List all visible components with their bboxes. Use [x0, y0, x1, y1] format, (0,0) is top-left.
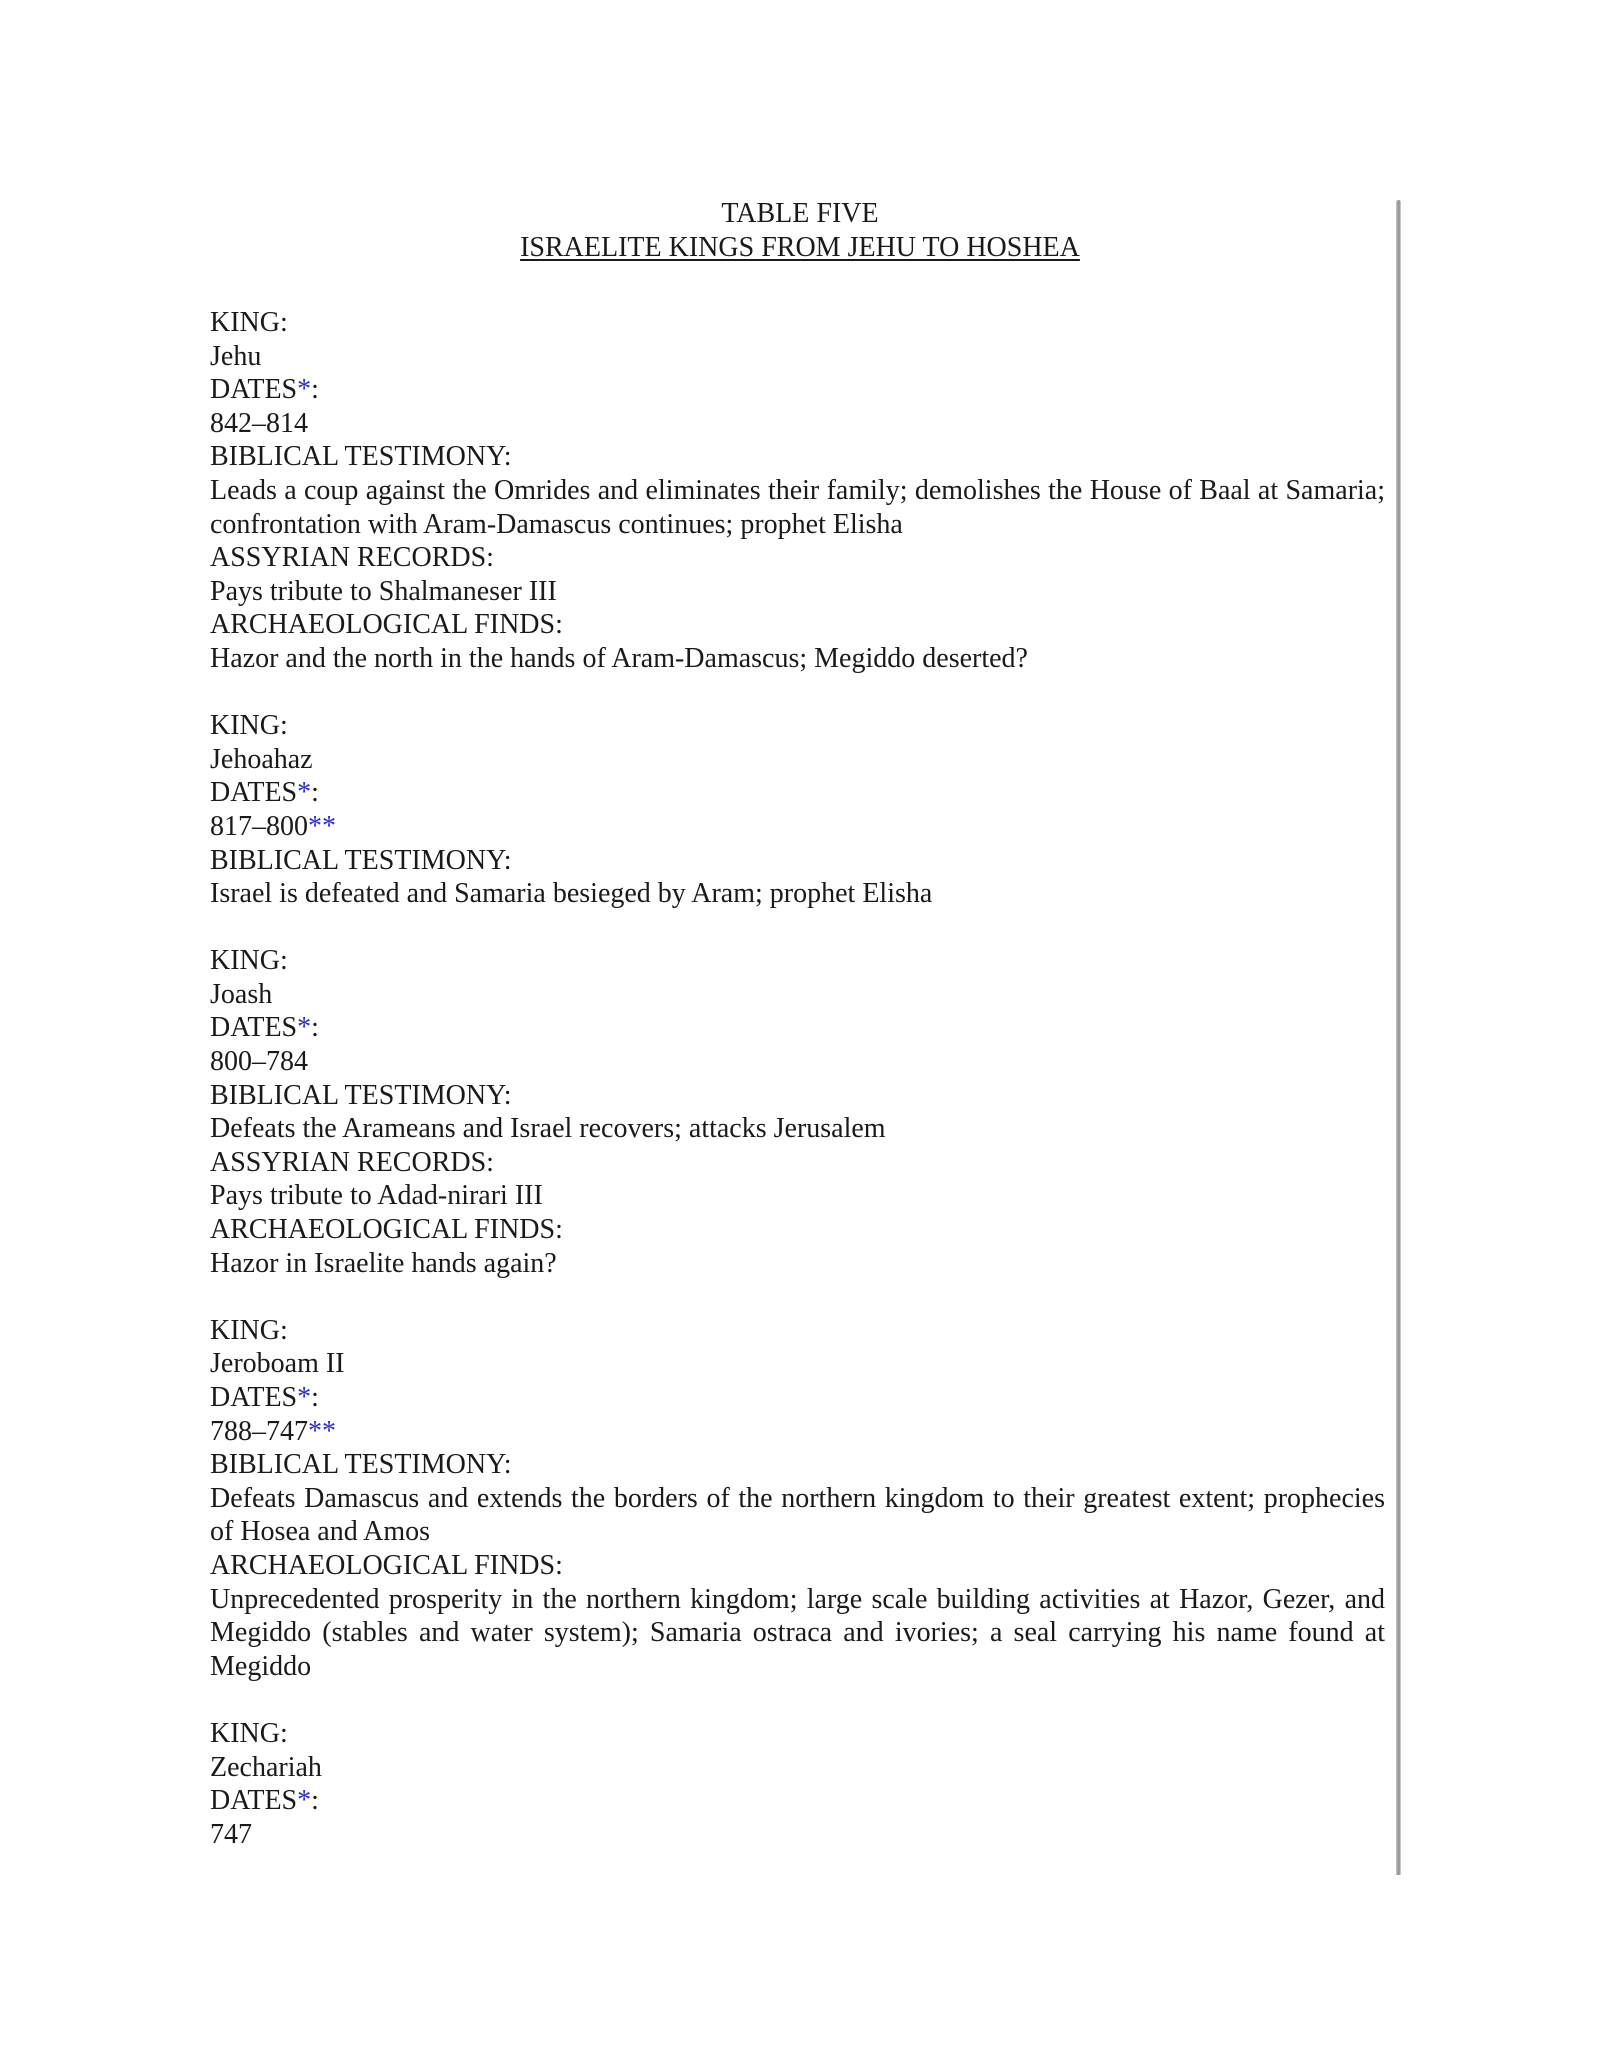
dates-label-text: DATES — [210, 1382, 298, 1413]
page-edge-shadow — [1396, 200, 1401, 1875]
king-label: KING: — [210, 710, 288, 742]
dates-footnote-link[interactable]: * — [297, 374, 312, 406]
biblical-label: BIBLICAL TESTIMONY: — [210, 1449, 512, 1481]
dates-value — [210, 810, 1385, 844]
king-entry-zechariah — [210, 1717, 1385, 1851]
dates-label-text: DATES — [210, 374, 298, 406]
dates-label-colon: : — [311, 777, 319, 809]
dates-label — [210, 1011, 1385, 1045]
king-name: Zechariah — [210, 1751, 322, 1783]
king-entry-joash — [210, 944, 1385, 1280]
king-label: KING: — [210, 1314, 288, 1346]
archaeological-text: Hazor in Israelite hands again? — [210, 1247, 557, 1279]
dates-value — [210, 1415, 1385, 1449]
dates-label — [210, 1784, 1385, 1818]
biblical-text: Defeats Damascus and extends the borders of the northern kingdom to their greatest extent; prophecies of Hosea and Amos — [210, 1482, 1385, 1548]
kings-list — [210, 306, 1385, 1885]
king-entry-jehu — [210, 306, 1385, 676]
dates-label-text: DATES — [210, 1012, 298, 1044]
dates-value — [210, 1045, 1385, 1079]
table-title: TABLE FIVE — [721, 198, 879, 229]
king-label: KING: — [210, 1717, 288, 1749]
assyrian-label: ASSYRIAN RECORDS: — [210, 542, 494, 574]
biblical-label: BIBLICAL TESTIMONY: — [210, 844, 512, 876]
archaeological-text: Unprecedented prosperity in the northern kingdom; large scale building activities at Hazor, Gezer, and Megiddo (stables and water system); Samaria ostraca and ivories; a seal carrying his name found at Megiddo — [210, 1583, 1385, 1682]
table-subtitle — [0, 231, 1600, 265]
archaeological-label: ARCHAEOLOGICAL FINDS: — [210, 609, 563, 641]
biblical-text: Israel is defeated and Samaria besieged by Aram; prophet Elisha — [210, 878, 933, 910]
dates-note-link[interactable]: ** — [308, 810, 336, 842]
dates-label-colon: : — [311, 1012, 319, 1044]
biblical-text: Defeats the Arameans and Israel recovers; attacks Jerusalem — [210, 1113, 886, 1145]
dates-label-text: DATES — [210, 777, 298, 809]
king-entry-jeroboam-ii — [210, 1314, 1385, 1684]
dates-range: 842–814 — [210, 407, 308, 439]
dates-range: 747 — [210, 1818, 252, 1850]
dates-label-colon: : — [311, 374, 319, 406]
king-entry-jehoahaz — [210, 709, 1385, 911]
archaeological-text: Hazor and the north in the hands of Aram-Damascus; Megiddo deserted? — [210, 642, 1028, 674]
dates-footnote-link[interactable]: * — [297, 777, 312, 809]
king-name: Jeroboam II — [210, 1348, 345, 1380]
dates-range: 817–800 — [210, 810, 308, 842]
biblical-text: Leads a coup against the Omrides and eliminates their family; demolishes the House of Baal at Samaria; confrontation with Aram-Damascus continues; prophet Elisha — [210, 474, 1385, 540]
king-label: KING: — [210, 945, 288, 977]
dates-footnote-link[interactable]: * — [297, 1785, 312, 1817]
dates-label-text: DATES — [210, 1785, 298, 1817]
king-name: Jehoahaz — [210, 743, 313, 775]
dates-label — [210, 1381, 1385, 1415]
archaeological-label: ARCHAEOLOGICAL FINDS: — [210, 1549, 563, 1581]
dates-footnote-link[interactable]: * — [297, 1012, 312, 1044]
biblical-label: BIBLICAL TESTIMONY: — [210, 1079, 512, 1111]
dates-label — [210, 373, 1385, 407]
king-name: Jehu — [210, 340, 262, 372]
king-name: Joash — [210, 978, 273, 1010]
archaeological-label: ARCHAEOLOGICAL FINDS: — [210, 1214, 563, 1246]
assyrian-text: Pays tribute to Shalmaneser III — [210, 575, 557, 607]
dates-label — [210, 776, 1385, 810]
dates-footnote-link[interactable]: * — [297, 1382, 312, 1413]
table-subtitle-text: ISRAELITE KINGS FROM JEHU TO HOSHEA — [520, 232, 1080, 263]
dates-value — [210, 1818, 1385, 1852]
dates-range: 788–747 — [210, 1415, 308, 1447]
dates-note-link[interactable]: ** — [308, 1415, 336, 1447]
table-header — [0, 197, 1600, 265]
dates-value — [210, 407, 1385, 441]
assyrian-label: ASSYRIAN RECORDS: — [210, 1146, 494, 1178]
dates-label-colon: : — [311, 1382, 319, 1413]
king-label: KING: — [210, 307, 288, 338]
dates-range: 800–784 — [210, 1046, 308, 1078]
dates-label-colon: : — [311, 1785, 319, 1817]
biblical-label: BIBLICAL TESTIMONY: — [210, 441, 512, 473]
assyrian-text: Pays tribute to Adad-nirari III — [210, 1180, 543, 1212]
